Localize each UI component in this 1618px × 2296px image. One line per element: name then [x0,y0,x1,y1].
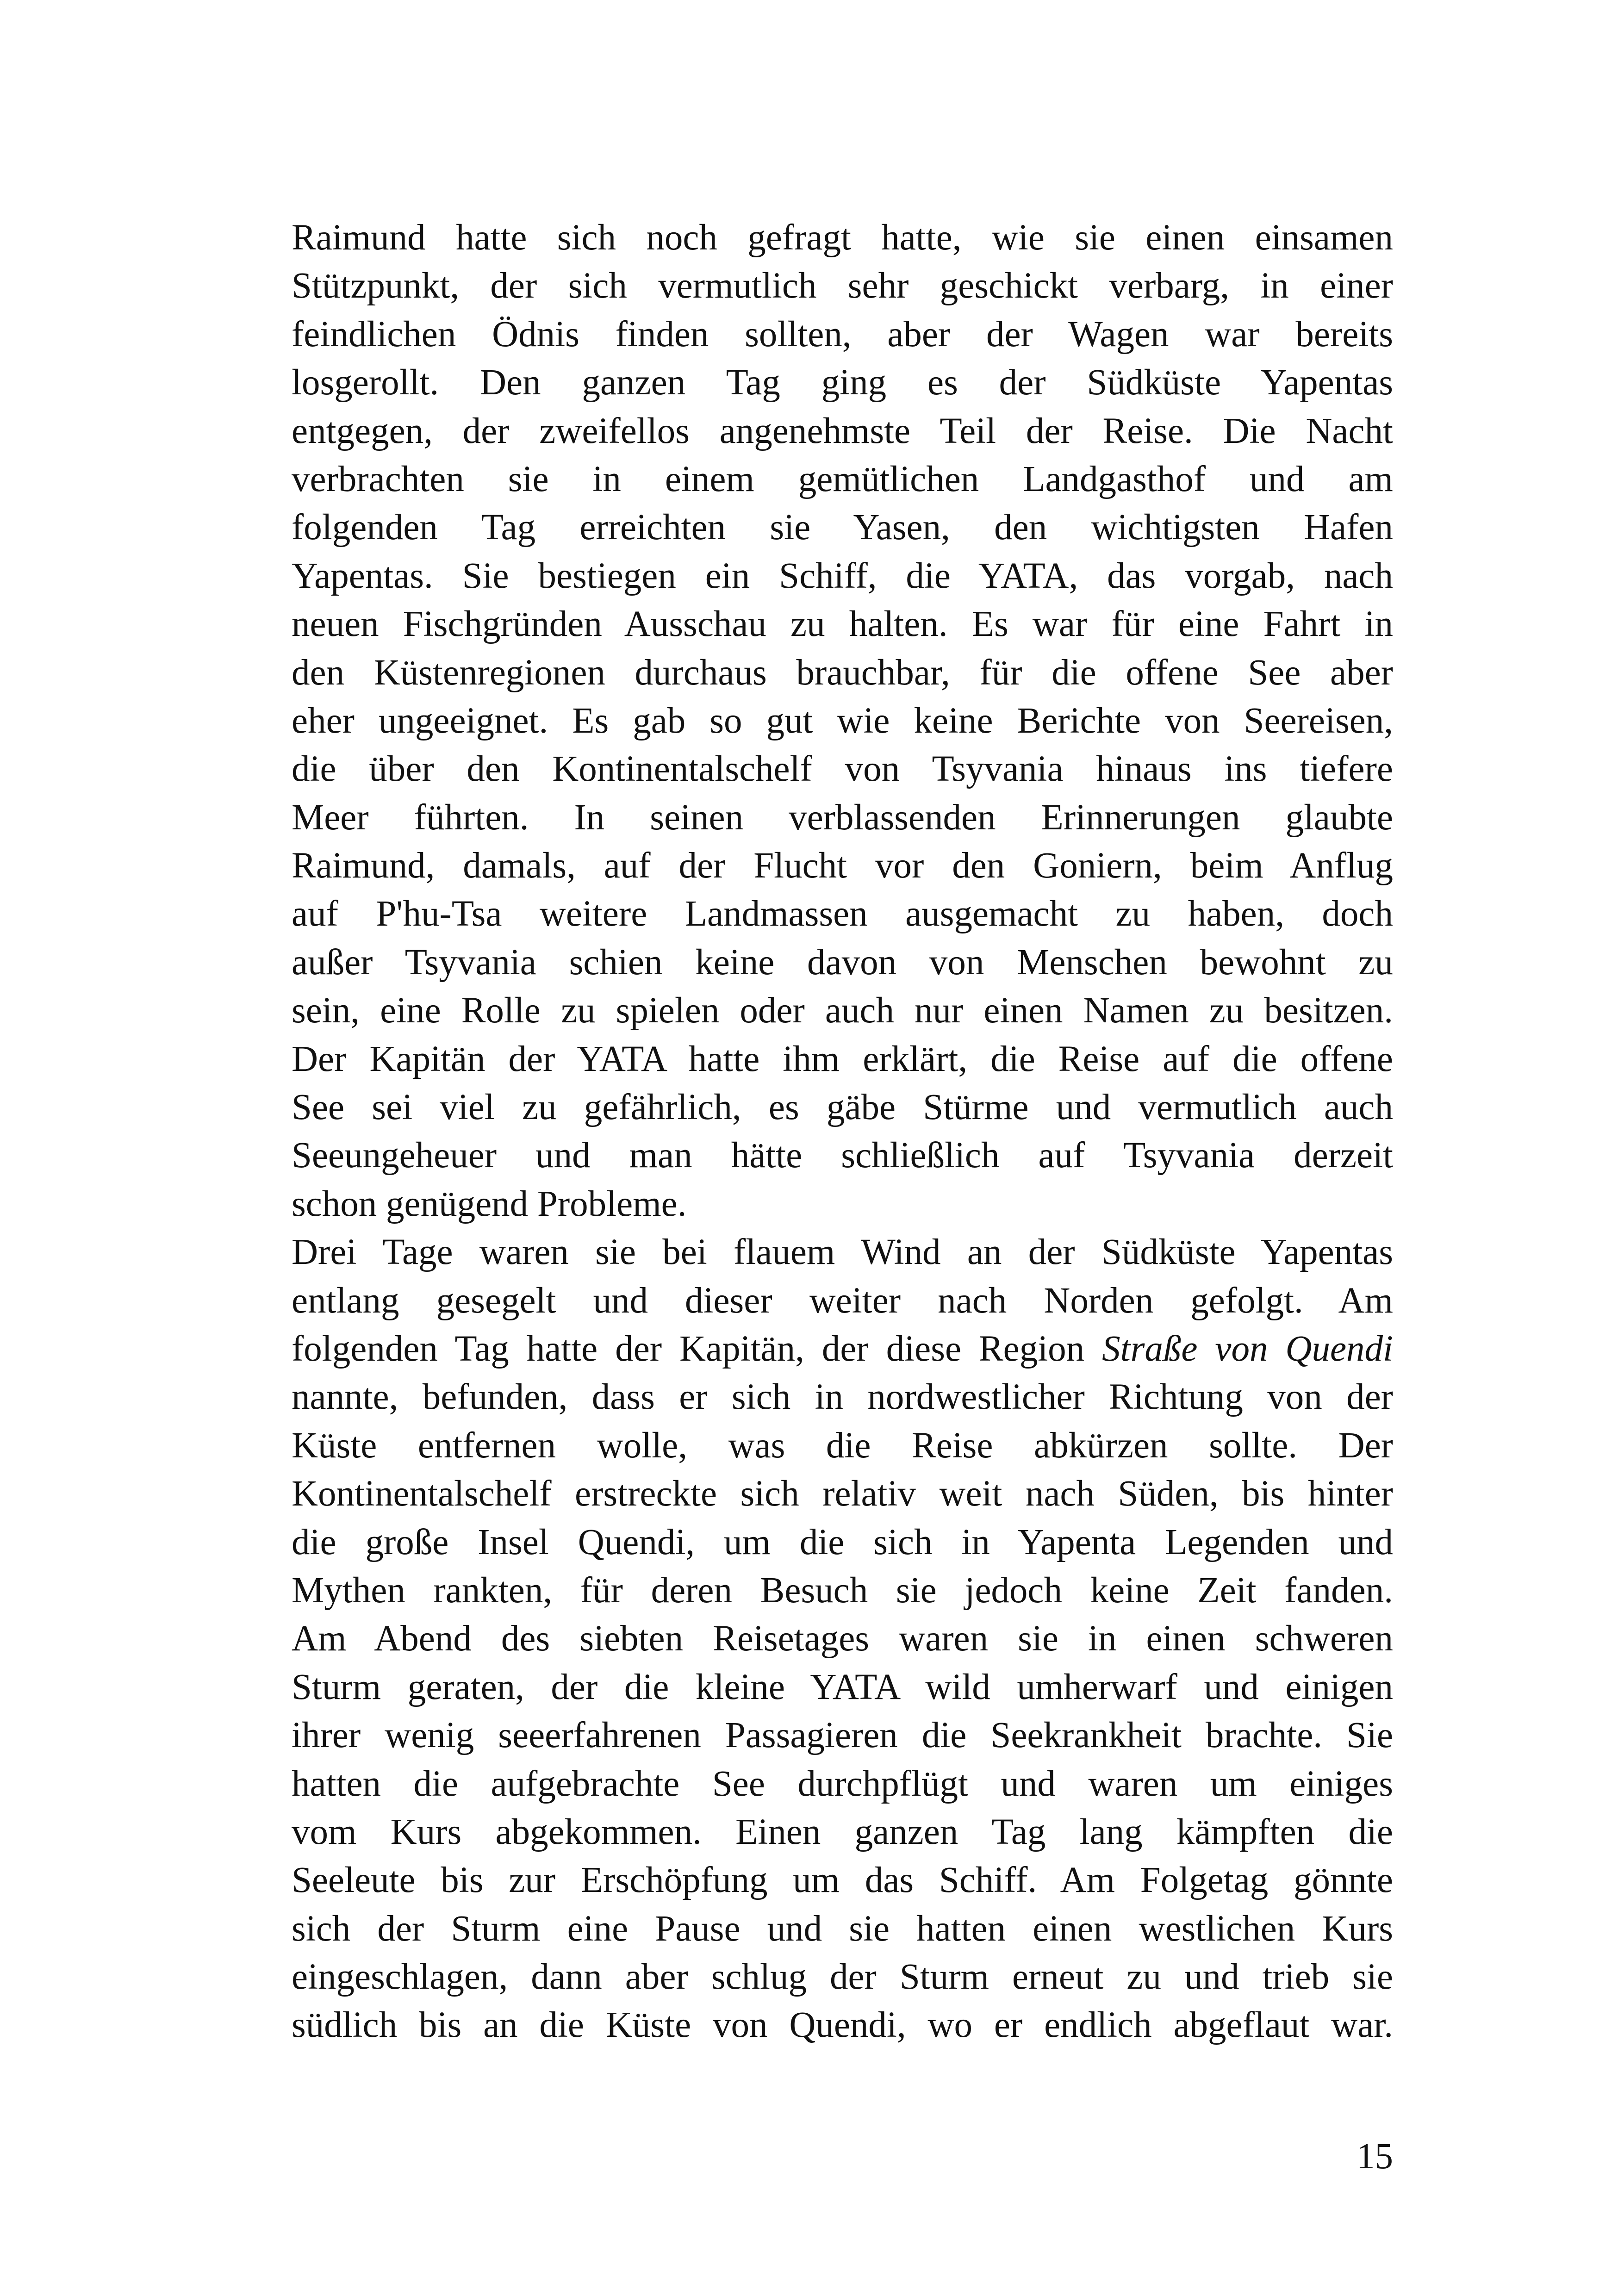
italic-place-name: Straße von Quendi [1102,1328,1393,1369]
text-line: schon genügend Probleme. [292,1183,687,1224]
text-line: neuen Fischgründen Ausschau zu halten. Es war für eine Fahrt in [292,604,1393,645]
text-line: südlich bis an die Küste von Quendi, wo er endlich abgeflaut war. [292,2005,1393,2046]
text-line: sich der Sturm eine Pause und sie hatten einen westlichen Kurs [292,1908,1393,1949]
text-line: Küste entfernen wolle, was die Reise abkürzen sollte. Der [292,1425,1393,1466]
text-line: Yapentas. Sie bestiegen ein Schiff, die YATA, das vorgab, nach [292,555,1393,596]
text-line: Am Abend des siebten Reisetages waren sie in einen schweren [292,1618,1393,1659]
text-line: Sturm geraten, der die kleine YATA wild umherwarf und einigen [292,1667,1393,1707]
text-line: eher ungeeignet. Es gab so gut wie keine Berichte von Seereisen, [292,700,1393,741]
text-line: entlang gesegelt und dieser weiter nach Norden gefolgt. Am [292,1280,1393,1321]
text-line: See sei viel zu gefährlich, es gäbe Stürme und vermutlich auch [292,1087,1393,1128]
text-line: vom Kurs abgekommen. Einen ganzen Tag lang kämpften die [292,1811,1393,1852]
text-line: nannte, befunden, dass er sich in nordwestlicher Richtung von der [292,1377,1393,1418]
text-line: folgenden Tag erreichten sie Yasen, den wichtigsten Hafen [292,507,1393,548]
text-line: Kontinentalschelf erstreckte sich relativ weit nach Süden, bis hinter [292,1474,1393,1514]
text-line: Drei Tage waren sie bei flauem Wind an der Südküste Yapentas [292,1232,1393,1273]
text-line: außer Tsyvania schien keine davon von Menschen bewohnt zu [292,942,1393,983]
text-line: Mythen rankten, für deren Besuch sie jedoch keine Zeit fanden. [292,1570,1393,1611]
text-line: die große Insel Quendi, um die sich in Yapenta Legenden und [292,1522,1393,1562]
text-line-with-italic [292,1325,1393,1373]
text-line: entgegen, der zweifellos angenehmste Teil der Reise. Die Nacht [292,411,1393,451]
body-text [292,214,1393,2050]
text-line: losgerollt. Den ganzen Tag ging es der Südküste Yapentas [292,362,1393,403]
text-line: verbrachten sie in einem gemütlichen Landgasthof und am [292,459,1393,499]
text-line: Raimund, damals, auf der Flucht vor den Goniern, beim Anflug [292,846,1393,886]
text-line: Der Kapitän der YATA hatte ihm erklärt, die Reise auf die offene [292,1039,1393,1079]
text-line: Raimund hatte sich noch gefragt hatte, wie sie einen einsamen [292,218,1393,258]
text-line: Meer führten. In seinen verblassenden Erinnerungen glaubte [292,797,1393,838]
text-line: auf P'hu-Tsa weitere Landmassen ausgemacht zu haben, doch [292,894,1393,934]
text-line: hatten die aufgebrachte See durchpflügt und waren um einiges [292,1763,1393,1804]
text-line: Stützpunkt, der sich vermutlich sehr geschickt verbarg, in einer [292,266,1393,306]
text-line: Seeleute bis zur Erschöpfung um das Schiff. Am Folgetag gönnte [292,1860,1393,1901]
text-line: die über den Kontinentalschelf von Tsyvania hinaus ins tiefere [292,749,1393,790]
text-line: den Küstenregionen durchaus brauchbar, für die offene See aber [292,652,1393,693]
text-line: ihrer wenig seeerfahrenen Passagieren die Seekrankheit brachte. Sie [292,1715,1393,1756]
page-number: 15 [1357,2136,1393,2177]
text-line: Seeungeheuer und man hätte schließlich auf Tsyvania derzeit [292,1135,1393,1176]
text-segment: folgenden Tag hatte der Kapitän, der diese Region [292,1328,1102,1369]
text-line: feindlichen Ödnis finden sollten, aber der Wagen war bereits [292,314,1393,355]
text-line: sein, eine Rolle zu spielen oder auch nur einen Namen zu besitzen. [292,990,1393,1031]
text-line: eingeschlagen, dann aber schlug der Sturm erneut zu und trieb sie [292,1957,1393,1997]
